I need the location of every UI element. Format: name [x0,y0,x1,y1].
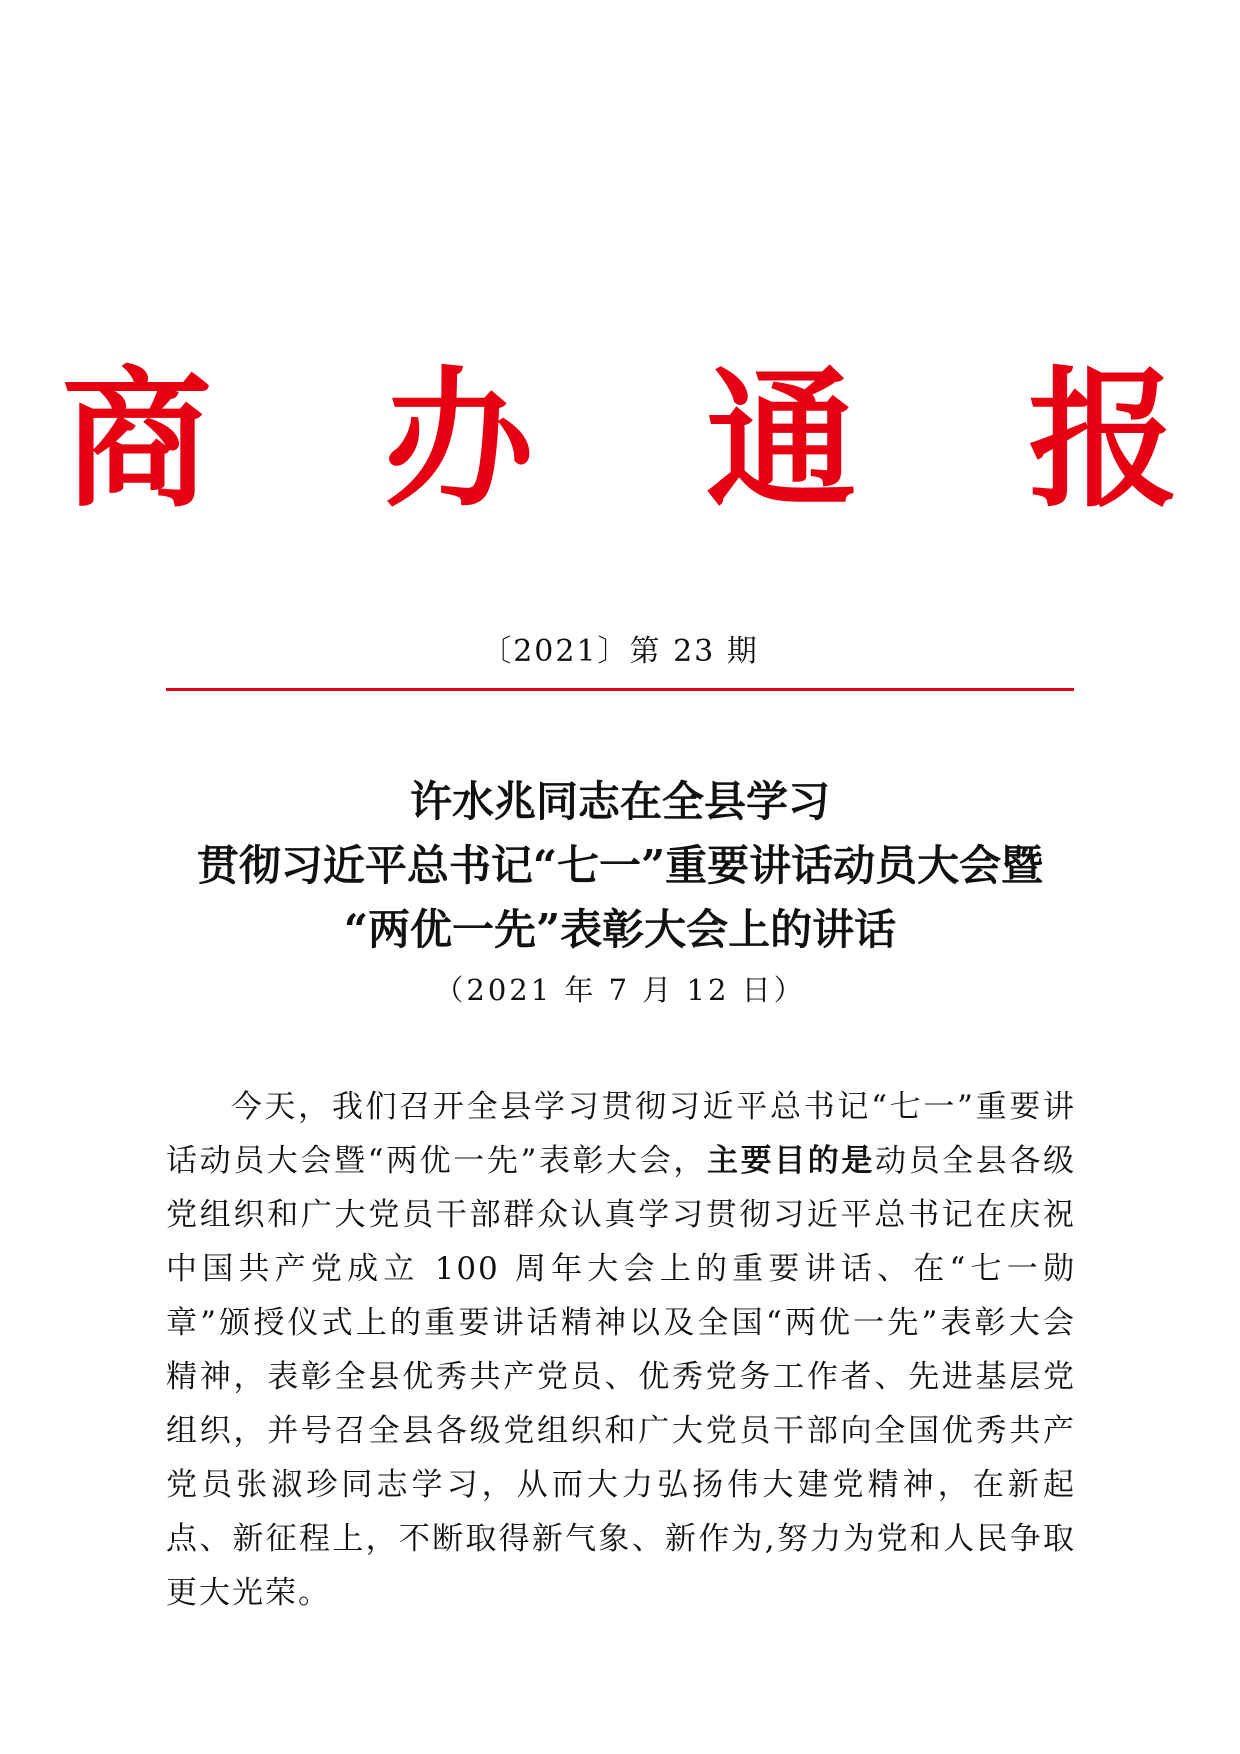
body-paragraph [166,1080,1076,1620]
speech-date: （2021 年 7 月 12 日） [434,973,806,1007]
paragraph-text-part-1: 今天，我们召开全县学习贯彻习近平总书记“七一”重要讲话动员大会暨“两优一先”表彰大会， [166,1089,1076,1179]
title-line-3: “两优一先”表彰大会上的讲话 [343,905,897,954]
document-title [0,770,1240,962]
masthead-title: 商 办 通 报 [61,352,1239,528]
paragraph-bold-phrase: 主要目的是 [706,1143,875,1179]
issue-number: 〔2021〕第 23 期 [481,634,759,669]
title-line-1: 许水兆同志在全县学习 [409,777,830,826]
paragraph-text-part-2: 动员全县各级党组织和广大党员干部群众认真学习贯彻习近平总书记在庆祝中国共产党成立 100 周年大会上的重要讲话、在“七一勋章”颁授仪式上的重要讲话精神以及全国“两优一先”表彰大会精神，表彰全县优秀共产党员、优秀党务工作者、先进基层党组织，并号召全县各级党组织和广大党员干部向全国优秀共产党员张淑珍同志学习，从而大力弘扬伟大建党精神，在新起点、新征程上，不断取得新气象、新作为,努力为党和人民争取更大光荣。 [166,1143,1077,1611]
red-divider [166,688,1074,691]
title-line-2: 贯彻习近平总书记“七一”重要讲话动员大会暨 [196,841,1044,890]
